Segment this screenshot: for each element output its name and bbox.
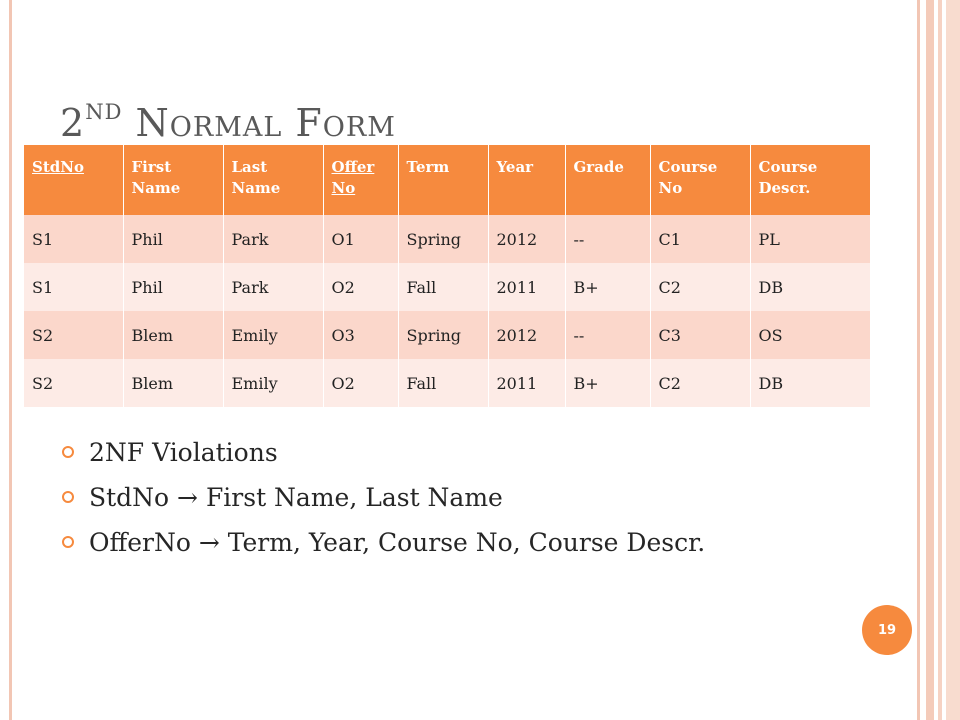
table-cell: PL bbox=[750, 215, 870, 263]
table-cell: S1 bbox=[24, 215, 123, 263]
table-cell: -- bbox=[565, 215, 650, 263]
table-cell: C2 bbox=[650, 263, 750, 311]
table-row bbox=[24, 359, 870, 407]
table-row bbox=[24, 263, 870, 311]
column-header: StdNo bbox=[24, 145, 123, 215]
normal-form-table bbox=[24, 145, 871, 407]
right-border-line bbox=[946, 0, 960, 720]
table-cell: Blem bbox=[123, 311, 223, 359]
bullet-text: StdNo → First Name, Last Name bbox=[89, 483, 503, 512]
ring-bullet-icon bbox=[62, 536, 74, 548]
column-header: Term bbox=[398, 145, 488, 215]
column-header: Last Name bbox=[223, 145, 323, 215]
slide-title: 2ND NORMAL FORM bbox=[60, 100, 396, 145]
table-cell: 2011 bbox=[488, 263, 565, 311]
table-cell: Emily bbox=[223, 311, 323, 359]
table-cell: C2 bbox=[650, 359, 750, 407]
bullet-text: OfferNo → Term, Year, Course No, Course Descr. bbox=[89, 528, 706, 557]
table-cell: Blem bbox=[123, 359, 223, 407]
table-cell: Phil bbox=[123, 215, 223, 263]
left-border-line bbox=[9, 0, 12, 720]
table-cell: Phil bbox=[123, 263, 223, 311]
page-number-badge bbox=[862, 605, 912, 655]
table-cell: S1 bbox=[24, 263, 123, 311]
right-border-line bbox=[938, 0, 942, 720]
table-cell: Park bbox=[223, 263, 323, 311]
table-cell: O3 bbox=[323, 311, 398, 359]
table-cell: 2012 bbox=[488, 215, 565, 263]
table-cell: 2011 bbox=[488, 359, 565, 407]
table-cell: C1 bbox=[650, 215, 750, 263]
table-cell: B+ bbox=[565, 359, 650, 407]
table-cell: 2012 bbox=[488, 311, 565, 359]
column-header: First Name bbox=[123, 145, 223, 215]
column-header: Course Descr. bbox=[750, 145, 870, 215]
bullet-item bbox=[62, 475, 705, 520]
column-header: Course No bbox=[650, 145, 750, 215]
right-border-line bbox=[926, 0, 934, 720]
table-cell: -- bbox=[565, 311, 650, 359]
table-cell: Spring bbox=[398, 215, 488, 263]
table-cell: DB bbox=[750, 263, 870, 311]
table-cell: Emily bbox=[223, 359, 323, 407]
table-row bbox=[24, 215, 870, 263]
bullet-list bbox=[62, 430, 705, 565]
table-cell: O2 bbox=[323, 359, 398, 407]
table-cell: Fall bbox=[398, 263, 488, 311]
right-border-line bbox=[917, 0, 920, 720]
table-cell: S2 bbox=[24, 311, 123, 359]
table-cell: O1 bbox=[323, 215, 398, 263]
bullet-item bbox=[62, 430, 705, 475]
table-cell: Spring bbox=[398, 311, 488, 359]
table-cell: OS bbox=[750, 311, 870, 359]
table-header-row bbox=[24, 145, 870, 215]
table-cell: Park bbox=[223, 215, 323, 263]
column-header: Year bbox=[488, 145, 565, 215]
bullet-text: 2NF Violations bbox=[89, 438, 278, 467]
column-header: Offer No bbox=[323, 145, 398, 215]
table-cell: B+ bbox=[565, 263, 650, 311]
table-cell: Fall bbox=[398, 359, 488, 407]
ring-bullet-icon bbox=[62, 491, 74, 503]
table-cell: C3 bbox=[650, 311, 750, 359]
table-row bbox=[24, 311, 870, 359]
page-number: 19 bbox=[877, 622, 897, 638]
table-cell: DB bbox=[750, 359, 870, 407]
column-header: Grade bbox=[565, 145, 650, 215]
table-cell: O2 bbox=[323, 263, 398, 311]
ring-bullet-icon bbox=[62, 446, 74, 458]
table-cell: S2 bbox=[24, 359, 123, 407]
bullet-item bbox=[62, 520, 705, 565]
